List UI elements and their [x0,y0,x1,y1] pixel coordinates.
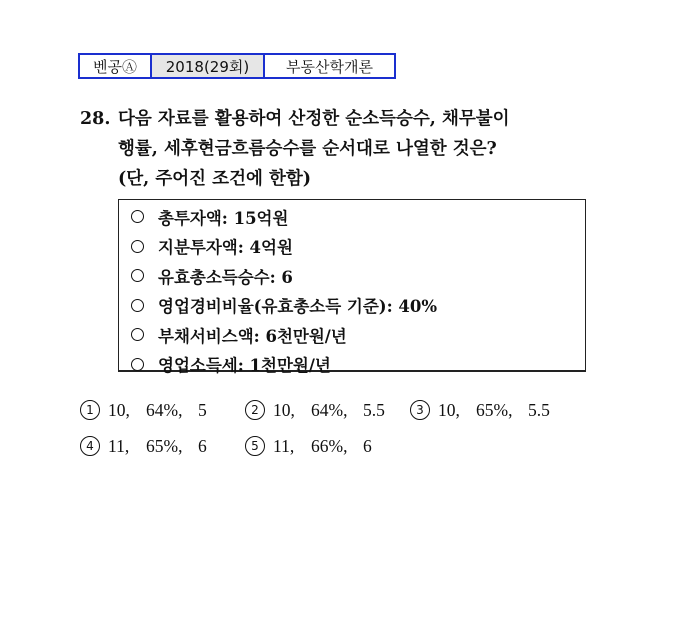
condition-item: 부채서비스액: 6천만원/년 [119,320,585,350]
circle-bullet-icon [131,299,144,312]
choice-number-circle: 5 [245,436,265,456]
question-text [80,104,600,194]
exam-header [78,53,396,79]
choice-row-1 [80,392,575,428]
circle-bullet-icon [131,269,144,282]
choice-row-2 [80,428,575,464]
brand-label: 벤공Ⓐ [80,55,152,77]
subject-label: 부동산학개론 [286,57,373,76]
choice-5[interactable]: 5 11, 66%, 6 [245,436,393,457]
choice-number-circle: 2 [245,400,265,420]
choice-2[interactable]: 2 10, 64%, 5.5 [245,400,393,421]
circle-bullet-icon [131,210,144,223]
choice-4[interactable]: 4 11, 65%, 6 [80,436,228,457]
circle-bullet-icon [131,240,144,253]
choice-1[interactable]: 1 10, 64%, 5 [80,400,228,421]
question-line-3: (단, 주어진 조건에 한함) [118,169,312,189]
condition-item: 유효총소득승수: 6 [119,261,585,291]
condition-item: 지분투자액: 4억원 [119,232,585,262]
condition-item: 영업소득세: 1천만원/년 [119,350,585,380]
condition-item: 영업경비비율(유효총소득 기준): 40% [119,291,585,321]
exam-year-label: 2018(29회) [152,55,265,77]
circle-bullet-icon [131,328,144,341]
circle-bullet-icon [131,358,144,371]
answer-choices [80,392,575,464]
question-number: 28. [80,109,111,129]
choice-number-circle: 3 [410,400,430,420]
question-line-1: 28. 다음 자료를 활용하여 산정한 순소득승수, 채무불이 [80,104,600,134]
choice-number-circle: 1 [80,400,100,420]
conditions-box [118,199,586,376]
choice-3[interactable]: 3 10, 65%, 5.5 [410,400,558,421]
choice-number-circle: 4 [80,436,100,456]
question-line-2: 행률, 세후현금흐름승수를 순서대로 나열한 것은? [118,139,497,159]
condition-item: 총투자액: 15억원 [119,202,585,232]
